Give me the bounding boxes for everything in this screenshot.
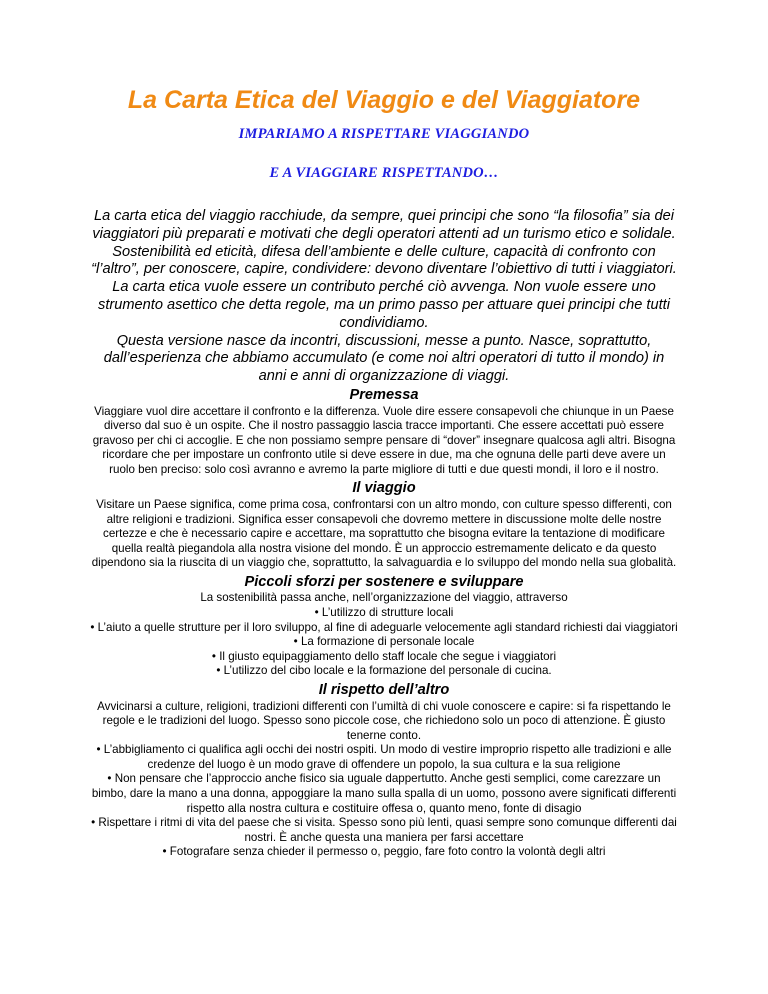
bullet-item: • L’aiuto a quelle strutture per il loro sviluppo, al fine di adeguarle velocemente agli standard richiesti dai viaggiatori [90, 620, 678, 634]
section-paragraph: La sostenibilità passa anche, nell’organizzazione del viaggio, attraverso [200, 591, 568, 605]
intro-paragraph: Questa versione nasce da incontri, discussioni, messe a punto. Nasce, soprattutto, dall’esperienza che abbiamo accumulato (e come noi altri operatori di tutto il mondo) in anni e anni di organizzazione di viaggi. [103, 332, 665, 385]
section-body [86, 591, 682, 679]
bullet-item: • Non pensare che l’approccio anche fisico sia uguale dappertutto. Anche gesti semplici, come carezzare un bimbo, dare la mano a una donna, appoggiare la mano sulla spalla di un uomo, possono avere significati differenti rispetto alla nostra cultura e costituire offesa o, quanto meno, fonte di disagio [91, 772, 677, 815]
section-body [90, 700, 678, 861]
section-paragraph: Avvicinarsi a culture, religioni, tradizioni differenti con l’umiltà di chi vuole conoscere e capire: si fa rispettando le regole e le tradizioni del luogo. Spesso sono piccole cose, che richiedono solo un poco di attenzione. È giusto tenerne conto. [97, 699, 671, 742]
bullet-item: • Fotografare senza chieder il permesso o, peggio, fare foto contro la volontà degli altri [162, 845, 606, 859]
bullet-item: • Rispettare i ritmi di vita del paese che si visita. Spesso sono più lenti, quasi sempre sono comunque differenti dai nostri. È anche questa una maniera per farsi accettare [91, 816, 677, 844]
section-paragraph: Visitare un Paese significa, come prima cosa, confrontarsi con un altro mondo, con culture spesso differenti, con altre religioni e tradizioni. Significa esser consapevoli che dovremo mettere in discussione molte delle nostre certezze e che è necessario capire e accettare, ma soprattutto che bisogna evitare la tentazione di modificare quella realtà piegandola alla nostra visione del mondo. È un approccio estremamente delicato e da questo dipendono sia la riuscita di un viaggio che, soprattutto, la salvaguardia e lo sviluppo del mondo nella sua globalità. [91, 497, 677, 570]
subtitle-line-2: E A VIAGGIARE RISPETTANDO… [269, 165, 499, 181]
section-rispetto-altro [91, 682, 677, 860]
section-premessa [92, 387, 676, 477]
document-title: La Carta Etica del Viaggio e del Viaggiatore [127, 86, 641, 114]
intro-block [90, 208, 678, 386]
subtitle-line-1: IMPARIAMO A RISPETTARE VIAGGIANDO [238, 126, 530, 142]
section-heading: Il rispetto dell’altro [318, 682, 450, 698]
section-body [86, 498, 682, 571]
section-il-viaggio [91, 480, 677, 570]
bullet-item: • La formazione di personale locale [293, 635, 475, 649]
bullet-item: • L’abbigliamento ci qualifica agli occhi dei nostri ospiti. Un modo di vestire improprio rispetto alle tradizioni e alle credenze del luogo è un modo grave di offendere un popolo, la sua cultura e la sua religione [96, 743, 672, 771]
section-piccoli-sforzi [90, 573, 678, 679]
section-heading: Il viaggio [352, 480, 416, 497]
sections-block [90, 387, 678, 863]
bullet-item: • Il giusto equipaggiamento dello staff locale che segue i viaggiatori [211, 649, 557, 663]
bullet-item: • L’utilizzo di strutture locali [314, 606, 454, 620]
bullet-item: • L’utilizzo del cibo locale e la formazione del personale di cucina. [216, 664, 552, 678]
section-body [90, 405, 678, 478]
intro-paragraph: La carta etica del viaggio racchiude, da sempre, quei principi che sono “la filosofia” sia dei viaggiatori più preparati e motivati che degli operatori attenti ad un turismo etico e solidale. Sostenibilità ed eticità, difesa dell’ambiente e delle culture, capacità di confronto con “l’altro”, per conoscere, capire, condividere: devono diventare l’obiettivo di tutti i viaggiatori. [91, 208, 677, 278]
section-paragraph: Viaggiare vuol dire accettare il confronto e la differenza. Vuole dire essere consapevoli che chiunque in un Paese diverso dal suo è un ospite. Che il nostro passaggio lascia tracce importanti. Che essere accettati può essere gravoso per chi ci accoglie. E che non possiamo sempre pensare di “dover” insegnare qualcosa agli altri. Bisogna ricordare che per impostare un confronto utile si deve essere in due, ma che ognuna delle parti deve avere un ruolo ben preciso: solo così avranno e avremo la parte migliore di tutti e due questi mondi, il loro e il nostro. [92, 404, 676, 476]
section-heading: Premessa [349, 387, 419, 403]
intro-paragraph: La carta etica vuole essere un contributo perché ciò avvenga. Non vuole essere uno strumento asettico che detta regole, ma un primo passo per attuare quei principi che tutti condividiamo. [98, 279, 670, 331]
section-heading: Piccoli sforzi per sostenere e sviluppare [244, 573, 524, 590]
